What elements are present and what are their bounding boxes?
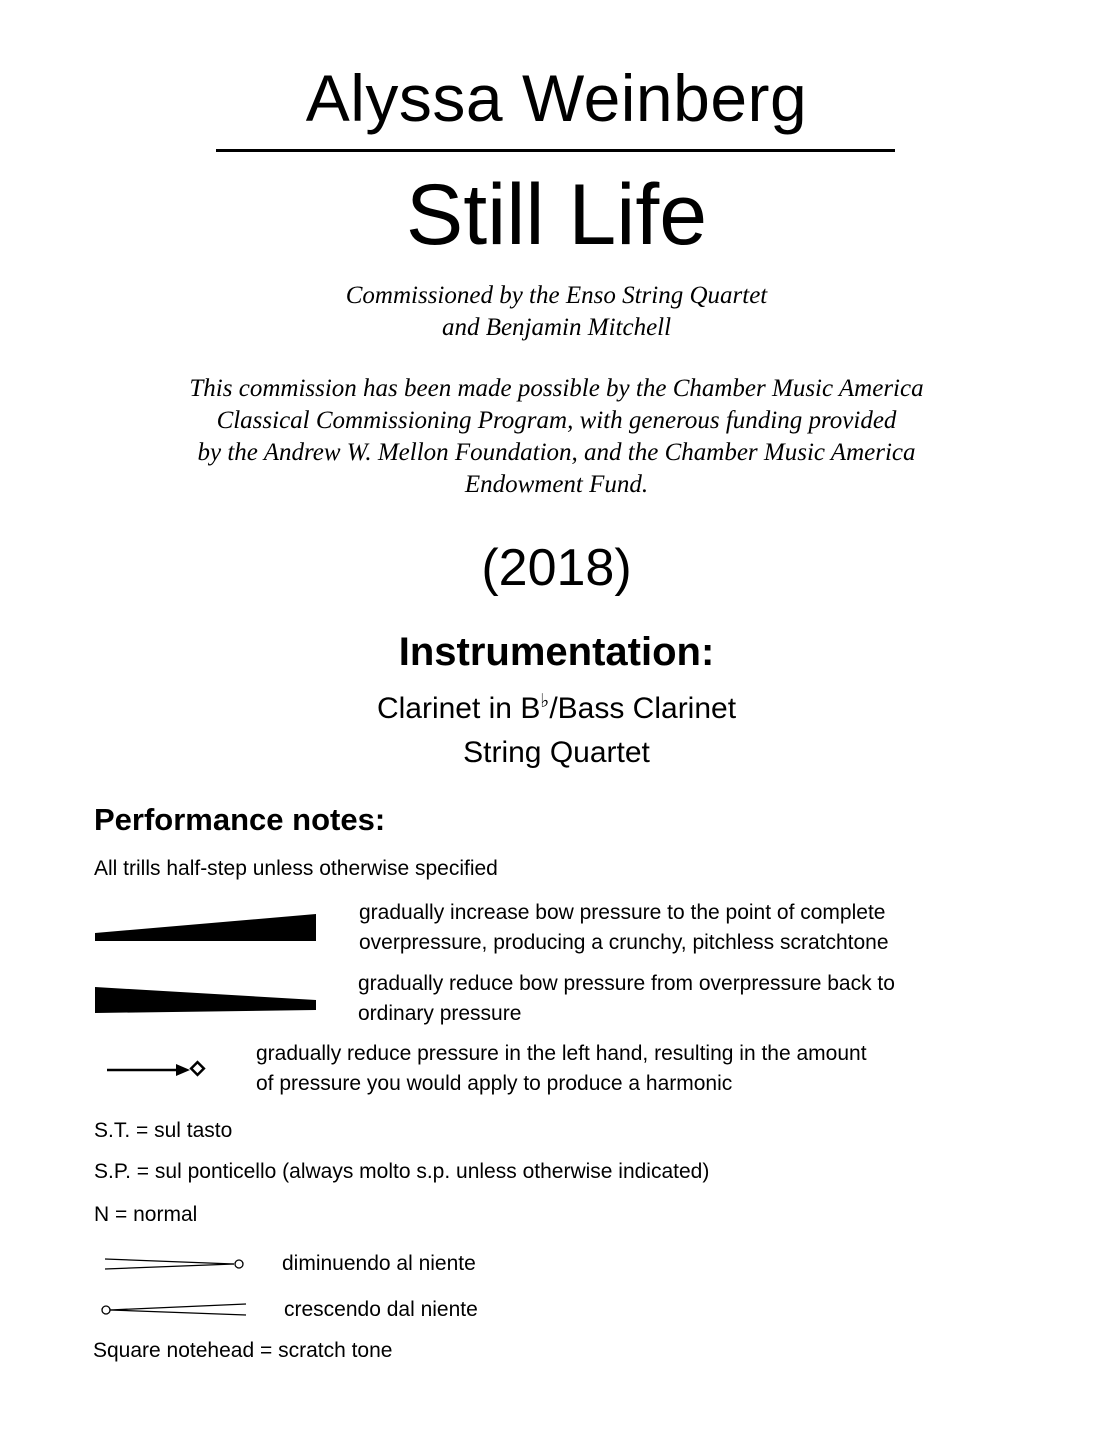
flat-sign: ♭	[540, 691, 550, 712]
note-crescendo: crescendo dal niente	[284, 1298, 478, 1321]
instrument-clarinet	[0, 690, 1113, 726]
clarinet-prefix: Clarinet in B	[376, 692, 541, 725]
note-line: of pressure you would apply to produce a harmonic	[256, 1072, 733, 1095]
note-line: gradually increase bow pressure to the point of complete	[359, 901, 886, 924]
funding-line: This commission has been made possible by the Chamber Music America	[189, 375, 924, 402]
note-diminuendo: diminuendo al niente	[282, 1252, 476, 1275]
instrumentation-heading: Instrumentation:	[398, 630, 715, 674]
note-left-hand	[256, 1039, 867, 1099]
instrument-strings: String Quartet	[463, 736, 650, 769]
arrow-to-harmonic-icon	[104, 1056, 214, 1086]
note-sul-tasto: S.T. = sul tasto	[94, 1119, 233, 1142]
funding-credit	[0, 373, 1113, 501]
commission-credit	[0, 280, 1113, 344]
note-normal: N = normal	[94, 1203, 198, 1226]
funding-line: Classical Commissioning Program, with generous funding provided	[216, 407, 897, 434]
commission-line: and Benjamin Mitchell	[441, 314, 672, 341]
note-reduce-pressure	[358, 969, 895, 1029]
composer-name: Alyssa Weinberg	[305, 61, 808, 135]
note-line: gradually reduce bow pressure from overpressure back to	[358, 972, 895, 995]
title-divider	[216, 149, 895, 152]
wedge-decrease-icon	[94, 984, 318, 1016]
funding-line: by the Andrew W. Mellon Foundation, and the Chamber Music America	[197, 439, 916, 466]
crescendo-hairpin-icon	[98, 1300, 250, 1320]
note-trills: All trills half-step unless otherwise specified	[94, 857, 498, 880]
note-line: overpressure, producing a crunchy, pitchless scratchtone	[359, 931, 889, 954]
piece-title: Still Life	[405, 167, 708, 263]
funding-line: Endowment Fund.	[464, 471, 649, 498]
note-line: ordinary pressure	[358, 1002, 522, 1025]
wedge-increase-icon	[94, 912, 318, 944]
note-square-notehead: Square notehead = scratch tone	[93, 1339, 393, 1362]
clarinet-suffix: /Bass Clarinet	[549, 692, 737, 725]
performance-notes-heading: Performance notes:	[94, 802, 386, 837]
note-increase-pressure	[359, 898, 889, 958]
note-sul-ponticello: S.P. = sul ponticello (always molto s.p. unless otherwise indicated)	[94, 1160, 710, 1183]
diminuendo-hairpin-icon	[102, 1256, 248, 1274]
composition-year: (2018)	[481, 539, 632, 597]
commission-line: Commissioned by the Enso String Quartet	[345, 282, 768, 309]
note-line: gradually reduce pressure in the left hand, resulting in the amount	[256, 1042, 867, 1065]
